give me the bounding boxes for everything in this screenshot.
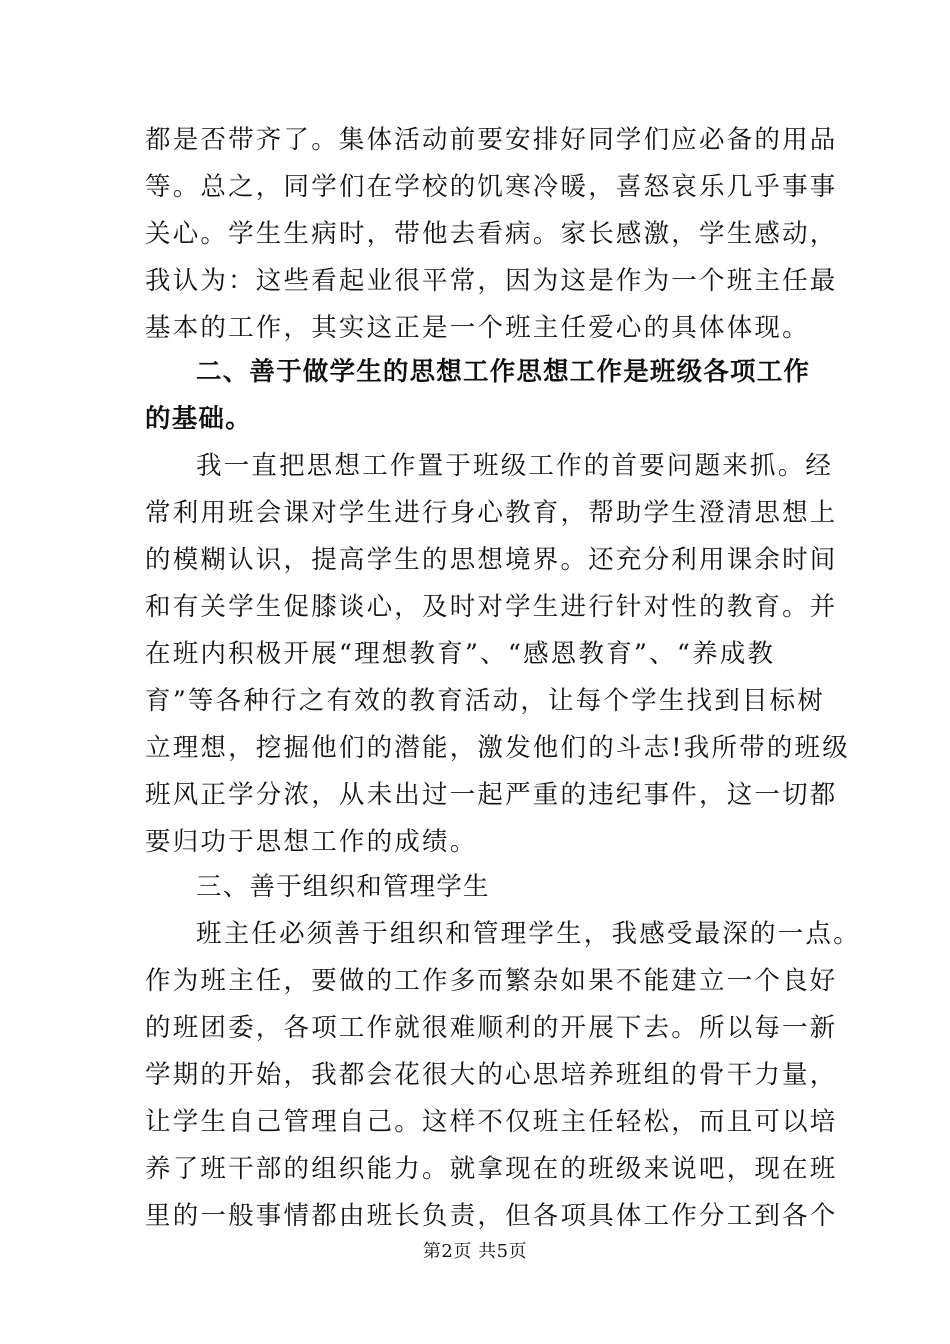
body-text-line: 基本的工作，其实这正是一个班主任爱心的具体体现。 [145,313,810,343]
section-heading-3: 三、善于组织和管理学生 [196,872,490,902]
body-text-line: 里的一般事情都由班长负责，但各项具体工作分工到各个 [145,1201,838,1231]
body-text-line: 常利用班会课对学生进行身心教育，帮助学生澄清思想上 [145,498,838,528]
body-text-line: 的模糊认识，提高学生的思想境界。还充分利用课余时间 [145,545,838,575]
body-text-line: 我认为：这些看起业很平常，因为这是作为一个班主任最 [145,266,838,296]
body-text-line: 让学生自己管理自己。这样不仅班主任轻松，而且可以培 [145,1107,838,1137]
section-heading-2-continued: 的基础。 [145,404,252,434]
body-text-line: 养了班干部的组织能力。就拿现在的班级来说吧，现在班 [145,1154,838,1184]
body-text-line: 等。总之，同学们在学校的饥寒冷暖，喜怒哀乐几乎事事 [145,172,838,202]
body-text-line: 我一直把思想工作置于班级工作的首要问题来抓。经 [196,451,834,481]
body-text-line: 要归功于思想工作的成绩。 [145,827,478,857]
body-text-line: 和有关学生促膝谈心，及时对学生进行针对性的教育。并 [145,592,838,622]
body-text-line: 育”等各种行之有效的教育活动，让每个学生找到目标树 [145,686,826,716]
body-text-line: 立理想，挖掘他们的潜能，激发他们的斗志!我所带的班级 [145,733,850,763]
body-text-line: 班主任必须善于组织和管理学生，我感受最深的一点。 [196,919,861,949]
section-heading-2: 二、善于做学生的思想工作思想工作是班级各项工作 [196,357,811,387]
body-text-line: 在班内积极开展“理想教育”、“感恩教育”、“养成教 [145,639,776,669]
body-text-line: 学期的开始，我都会花很大的心思培养班组的骨干力量， [145,1060,838,1090]
body-text-line: 作为班主任，要做的工作多而繁杂如果不能建立一个良好 [145,966,838,996]
body-text-line: 关心。学生生病时，带他去看病。家长感激，学生感动， [145,219,838,249]
body-text-line: 的班团委，各项工作就很难顺利的开展下去。所以每一新 [145,1013,838,1043]
body-text-line: 都是否带齐了。集体活动前要安排好同学们应必备的用品 [145,125,838,155]
page-footer-number: 第2页 共5页 [422,1241,528,1262]
body-text-line: 班风正学分浓，从未出过一起严重的违纪事件，这一切都 [145,780,838,810]
